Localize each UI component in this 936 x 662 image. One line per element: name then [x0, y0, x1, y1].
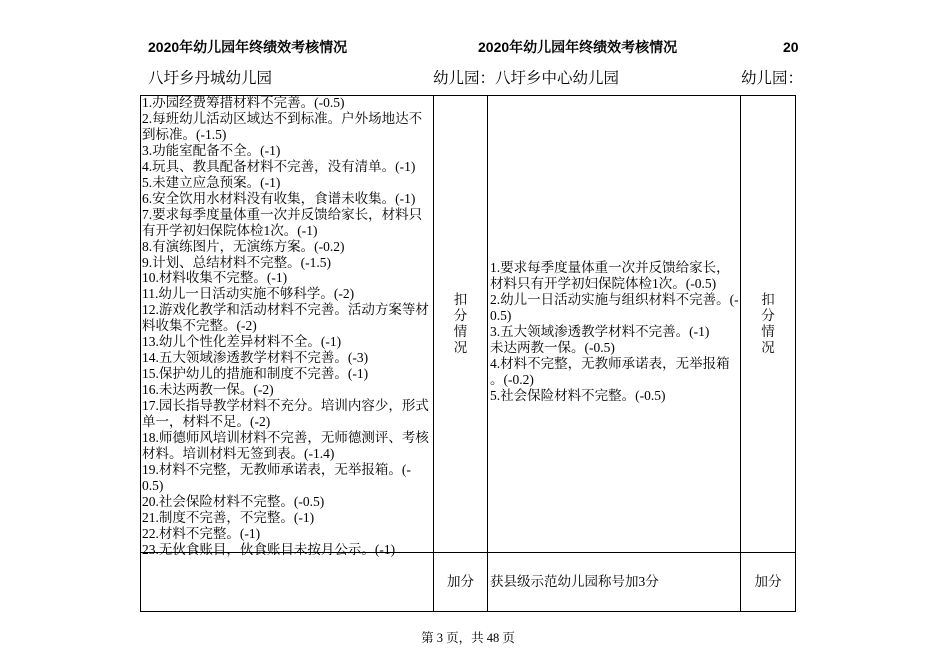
deduction-item: [490, 356, 740, 388]
deduction-item-line: 23.无伙食账目，伙食账目未按月公示。(-1): [142, 541, 396, 557]
deduction-item-line: 0.5): [490, 307, 512, 323]
deduction-item-line: 22.材料不完整。(-1): [142, 525, 261, 541]
deductions-cell-left: [141, 95, 434, 557]
bonus-label-middle: 加分: [447, 574, 474, 590]
deduction-item: [142, 366, 433, 382]
deductions-list-left: [141, 95, 433, 558]
deduction-item-line: 4.玩具、教具配备材料不完善，没有清单。(-1): [142, 158, 416, 174]
kindergarten-label-middle: 幼儿园：: [433, 70, 496, 87]
deduction-item-line: 7.要求每季度量体重一次并反馈给家长，材料只: [142, 206, 423, 222]
deduction-item: [142, 95, 433, 111]
kindergarten-heading-middle: [433, 70, 619, 88]
deduction-item-line: 12.游戏化教学和活动材料不完善。活动方案等材: [142, 302, 429, 318]
deduction-item-line: 19.材料不完整，无教师承诺表，无举报箱。(-: [142, 461, 411, 477]
deduction-item: [490, 260, 740, 292]
deductions-cell-middle: [488, 96, 741, 553]
deduction-item: [142, 334, 433, 350]
deduction-item: [142, 430, 433, 462]
deduction-item-line: 料收集不完整。(-2): [142, 318, 257, 334]
bonus-cell-left: [141, 553, 434, 611]
kindergarten-name-middle: 八圩乡中心幼儿园: [495, 70, 620, 87]
deduction-item: [142, 191, 433, 207]
deduction-item-line: 18.师德师风培训材料不完善，无师德测评、考核: [142, 430, 429, 446]
deduction-item-line: 1.要求每季度量体重一次并反馈给家长，: [490, 260, 730, 275]
bonus-text-middle: 获县级示范幼儿园称号加3分: [490, 574, 659, 590]
deduction-item-line: 2.每班幼儿活动区域达不到标准。户外场地达不: [142, 110, 423, 126]
kindergarten-label-right: 幼儿园：: [741, 70, 804, 87]
kindergarten-name-left: 八圩乡丹城幼儿园: [148, 70, 273, 87]
deduction-item: [142, 302, 433, 334]
deduction-item-line: 材料。培训材料无签到表。(-1.4): [142, 445, 335, 461]
assessment-table: [140, 95, 796, 612]
deduction-item: [490, 292, 740, 324]
bonus-label-cell-middle: [434, 553, 488, 611]
bonus-cell-middle: [488, 553, 741, 611]
deduction-item: [490, 388, 740, 404]
deduction-item: [142, 398, 433, 430]
deduction-item: [142, 143, 433, 159]
deduction-label-right: 扣分情况: [761, 292, 775, 355]
deduction-item-line: 。(-0.2): [490, 371, 534, 387]
deduction-item-line: 有开学初妇保院体检1次。(-1): [142, 222, 318, 238]
deduction-item-line: 13.幼儿个性化差异材料不全。(-1): [142, 334, 342, 350]
deduction-item-line: 20.社会保险材料不完整。(-0.5): [142, 493, 325, 509]
deduction-item-line: 到标准。(-1.5): [142, 126, 227, 142]
report-title-middle: 2020年幼儿园年终绩效考核情况: [478, 39, 678, 55]
deduction-item: [142, 255, 433, 271]
deduction-item: [142, 494, 433, 510]
deduction-item-line: 材料只有开学初妇保院体检1次。(-0.5): [490, 275, 717, 291]
deduction-item-line: 9.计划、总结材料不完整。(-1.5): [142, 254, 331, 270]
deduction-item-line: 11.幼儿一日活动实施不够科学。(-2): [142, 286, 355, 302]
deduction-item: [490, 324, 740, 356]
deduction-item-line: 5.社会保险材料不完整。(-0.5): [490, 387, 666, 403]
deduction-item: [142, 207, 433, 239]
report-title-right: 20: [783, 39, 799, 55]
deduction-item: [142, 462, 433, 494]
deduction-item: [142, 239, 433, 255]
deduction-item: [142, 111, 433, 143]
deduction-item-line: 8.有演练图片，无演练方案。(-0.2): [142, 238, 345, 254]
deduction-item: [142, 382, 433, 398]
deduction-item-line: 5.未建立应急预案。(-1): [142, 174, 281, 190]
deduction-item-line: 16.未达两教一保。(-2): [142, 382, 274, 398]
deduction-item: [142, 159, 433, 175]
deduction-item-line: 3.功能室配备不全。(-1): [142, 142, 281, 158]
deduction-item: [142, 350, 433, 366]
deduction-item-line: 0.5): [142, 477, 164, 493]
deduction-item-line: 15.保护幼儿的措施和制度不完善。(-1): [142, 366, 369, 382]
deduction-item-line: 21.制度不完善，不完整。(-1): [142, 509, 315, 525]
deduction-label-cell-right: [741, 96, 795, 553]
page-footer: 第 3 页，共 48 页: [421, 631, 515, 645]
deduction-item: [142, 526, 433, 542]
deduction-item: [142, 270, 433, 286]
deduction-item-line: 3.五大领域渗透教学材料不完善。(-1): [490, 323, 710, 339]
deduction-label-cell-middle: [434, 96, 488, 553]
deduction-item-line: 1.办园经费筹措材料不完善。(-0.5): [142, 95, 345, 110]
deduction-item-line: 14.五大领域渗透教学材料不完善。(-3): [142, 350, 369, 366]
deduction-item-line: 未达两教一保。(-0.5): [490, 339, 615, 355]
bonus-label-cell-right: [741, 553, 795, 611]
deductions-list-middle: [488, 96, 740, 404]
deduction-item: [142, 510, 433, 526]
deduction-item-line: 6.安全饮用水材料没有收集，食谱未收集。(-1): [142, 190, 416, 206]
deduction-item-line: 4.材料不完整，无教师承诺表，无举报箱: [490, 355, 730, 371]
deduction-item: [142, 175, 433, 191]
kindergarten-heading-right-clip: [740, 70, 804, 88]
deduction-label-middle: 扣分情况: [453, 292, 468, 355]
report-title-left: 2020年幼儿园年终绩效考核情况: [148, 39, 348, 55]
bonus-label-right: 加分: [754, 574, 782, 590]
report-title-right-clip: [740, 39, 799, 56]
deduction-item-line: 2.幼儿一日活动实施与组织材料不完善。(-: [490, 291, 739, 307]
deduction-item: [142, 286, 433, 302]
deduction-item-line: 17.园长指导教学材料不充分。培训内容少，形式: [142, 398, 429, 414]
deduction-item-line: 单一，材料不足。(-2): [142, 414, 271, 430]
deduction-item-line: 10.材料收集不完整。(-1): [142, 270, 288, 286]
